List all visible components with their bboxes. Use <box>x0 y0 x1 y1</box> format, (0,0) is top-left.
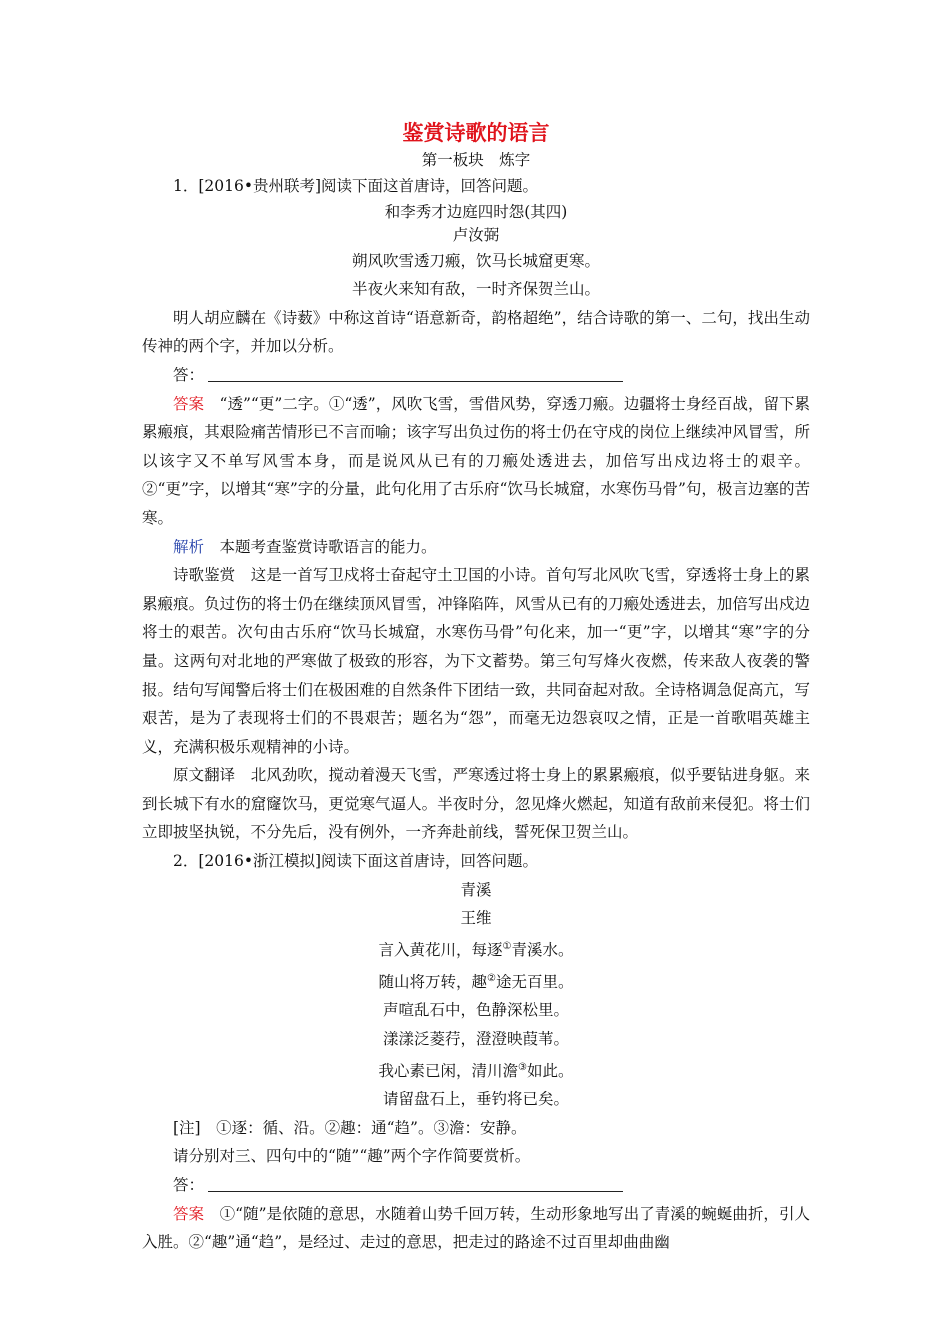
answer-prompt: 答： <box>173 365 205 384</box>
q2-poem-author: 王维 <box>460 909 492 928</box>
q2-poem-line: 声喧乱石中，色静深松里。 <box>382 1001 569 1020</box>
document-title: 鉴赏诗歌的语言 <box>402 120 550 145</box>
answer-prompt: 答： <box>173 1176 205 1195</box>
answer-label: 答案 <box>173 1204 205 1223</box>
q2-note: [注] ①逐：循、沿。②趣：通“趋”。③澹：安静。 <box>173 1118 527 1137</box>
q1-translation <box>142 761 810 847</box>
q2-poem-line: 随山将万转，趣②途无百里。 <box>378 972 574 991</box>
appreciation-text: 这是一首写卫戍将士奋起守土卫国的小诗。首句写北风吹飞雪，穿透将士身上的累累瘢痕。负过伤的将士仍在继续顶风冒雪，冲锋陷阵，风雪从已有的刀瘢处透进去，加倍写出戍边将士的艰苦。次句由古乐府“饮马长城窟，水寒伤马骨”句化来，加一“更”字，以增其“寒”字的分量。这两句对北地的严寒做了极致的形容，为下文蓄势。第三句写烽火夜燃，传来敌人夜袭的警报。结句写闻警后将士们在极困难的自然条件下团结一致，共同奋起对敌。全诗格调急促高亢，写艰苦，是为了表现将士们的不畏艰苦；题名为“怨”，而毫无边怨哀叹之情，正是一首歌唱英雄主义，充满积极乐观精神的小诗。 <box>142 566 810 756</box>
q1-answer-line <box>142 361 810 390</box>
q1-answer <box>142 390 810 533</box>
q1-appreciation <box>142 561 810 761</box>
document-page <box>142 118 810 1257</box>
q2-poem-line: 漾漾泛菱荇，澄澄映葭苇。 <box>382 1029 569 1048</box>
analysis-text: 本题考查鉴赏诗歌语言的能力。 <box>219 537 437 556</box>
q1-poem-title: 和李秀才边庭四时怨(其四) <box>384 202 568 221</box>
q2-poem-title: 青溪 <box>460 880 492 899</box>
answer-text: “透”“更”二字。①“透”，风吹飞雪，雪借风势，穿透刀瘢。边疆将士身经百战，留下累累瘢痕，其艰险痛苦情形已不言而喻；该字写出负过伤的将士仍在守戍的岗位上继续冲风冒雪，所以该字又不单写风雪本身，而是说风从已有的刀瘢处透进去，加倍写出戍边将士的艰辛。②“更”字，以增其“寒”字的分量，此句化用了古乐府“饮马长城窟，水寒伤马骨”句，极言边塞的苦寒。 <box>142 394 810 527</box>
section-heading: 第一板块 炼字 <box>421 151 531 169</box>
appreciation-label: 诗歌鉴赏 <box>173 566 236 585</box>
q2-stem: 2．[2016•浙江模拟]阅读下面这首唐诗，回答问题。 <box>173 852 539 871</box>
answer-label: 答案 <box>173 394 205 413</box>
q1-poem-line: 半夜火来知有敌，一时齐保贺兰山。 <box>351 280 600 299</box>
q2-answer-line <box>142 1171 810 1200</box>
q1-poem-author: 卢汝弼 <box>452 225 500 244</box>
translation-text: 北风劲吹，搅动着漫天飞雪，严寒透过将士身上的累累瘢痕，似乎要钻进身躯。来到长城下有水的窟窿饮马，更觉寒气逼人。半夜时分，忽见烽火燃起，知道有敌前来侵犯。将士们立即披坚执锐，不分先后，没有例外，一齐奔赴前线，誓死保卫贺兰山。 <box>142 766 810 842</box>
q2-poem-line: 我心素已闲，清川澹③如此。 <box>378 1061 574 1080</box>
q1-stem: 1．[2016•贵州联考]阅读下面这首唐诗，回答问题。 <box>173 177 539 195</box>
analysis-label: 解析 <box>173 537 205 556</box>
answer-blank[interactable] <box>208 1173 623 1192</box>
q2-poem-line: 言入黄花川，每逐①青溪水。 <box>378 940 574 959</box>
q2-poem-line: 请留盘石上，垂钓将已矣。 <box>382 1090 569 1109</box>
q1-poem-line: 朔风吹雪透刀瘢，饮马长城窟更寒。 <box>351 251 600 270</box>
q1-question: 明人胡应麟在《诗薮》中称这首诗“语意新奇，韵格超绝”，结合诗歌的第一、二句，找出生动传神的两个字，并加以分析。 <box>142 308 810 356</box>
q2-question: 请分别对三、四句中的“随”“趣”两个字作简要赏析。 <box>173 1147 531 1166</box>
q2-answer <box>142 1200 810 1257</box>
answer-text: ①“随”是依随的意思，水随着山势千回万转，生动形象地写出了青溪的蜿蜒曲折，引人入胜。②“趣”通“趋”，是经过、走过的意思，把走过的路途不过百里却曲曲幽 <box>142 1204 810 1252</box>
answer-blank[interactable] <box>208 363 623 382</box>
translation-label: 原文翻译 <box>173 766 236 785</box>
q1-analysis <box>142 533 810 562</box>
